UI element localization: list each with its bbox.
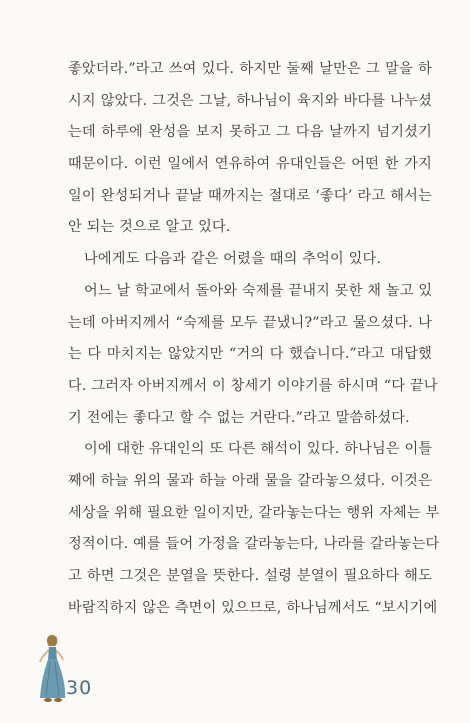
text-line: 고 하면 그것은 분열을 뜻한다. 설령 분열이 필요하다 해도: [68, 568, 432, 584]
page-number: 30: [66, 677, 93, 699]
text-line: 세상을 위해 필요한 일이지만, 갈라놓는다는 행위 자체는 부: [68, 504, 440, 521]
text-line: 이에 대한 유대인의 또 다른 해석이 있다. 하나님은 이틀: [84, 441, 433, 458]
text-line: 시지 않았다. 그것은 그날, 하나님이 육지와 바다를 나누셨: [68, 92, 432, 109]
text-line: 는데 하루에 완성을 보지 못하고 그 다음 날까지 넘기셨기: [68, 124, 432, 141]
person-figure-icon: [36, 632, 70, 704]
text-line: 정적이다. 예를 들어 가정을 갈라놓는다, 나라를 갈라놓는다: [68, 536, 440, 553]
figure-foot: [44, 698, 52, 702]
text-line: 째에 하늘 위의 물과 하늘 아래 물을 갈라놓으셨다. 이것은: [68, 472, 432, 489]
text-line: 기 전에는 좋다고 할 수 없는 거란다.”라고 말씀하셨다.: [68, 409, 410, 426]
figure-skirt: [40, 659, 65, 698]
body-text: [68, 54, 440, 624]
text-line: 안 되는 것으로 알고 있다.: [68, 219, 231, 236]
text-line: 바람직하지 않은 측면이 있으므로, 하나님께서도 “보시기에: [68, 599, 438, 616]
figure-foot: [54, 698, 62, 702]
text-line: 는데 아버지께서 “숙제를 모두 끝냈니?”라고 물으셨다. 나: [68, 314, 432, 331]
figure-bodice: [48, 647, 57, 660]
text-line: 나에게도 다음과 같은 어렸을 때의 추억이 있다.: [84, 251, 382, 268]
text-line: 일이 완성되거나 끝날 때까지는 절대로 ‘좋다’ 라고 해서는: [68, 187, 432, 204]
text-line: 어느 날 학교에서 돌아와 숙제를 끝내지 못한 채 놀고 있: [84, 282, 433, 299]
text-line: 는 다 마치지는 않았지만 “거의 다 했습니다.”라고 대답했: [68, 346, 432, 363]
text-line: 좋았더라.”라고 쓰여 있다. 하지만 둘째 날만은 그 말을 하: [68, 61, 432, 77]
text-line: 때문이다. 이런 일에서 연유하여 유대인들은 어떤 한 가지: [68, 156, 432, 173]
text-line: 다. 그러자 아버지께서 이 창세기 이야기를 하시며 “다 끝나: [68, 377, 438, 394]
